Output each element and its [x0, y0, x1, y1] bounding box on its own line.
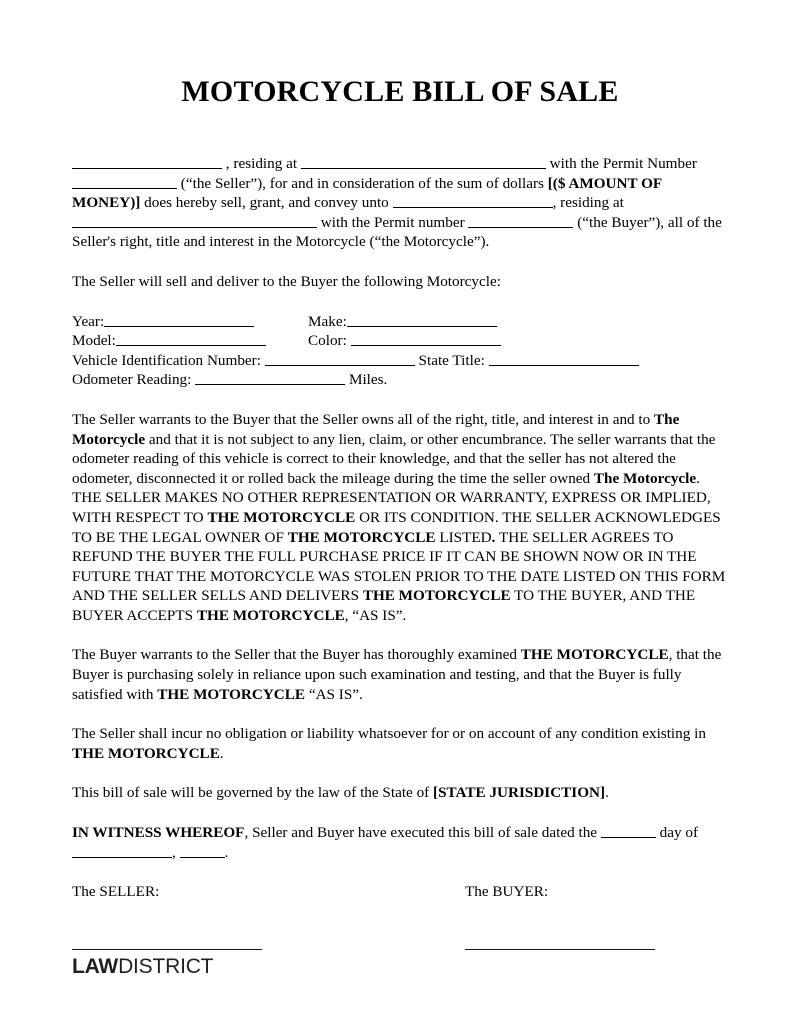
witness-day-blank[interactable] [601, 823, 656, 838]
witness-e: . [224, 843, 229, 861]
liability-b: THE MOTORCYCLE [72, 744, 220, 762]
warranty-caps-c: OR ITS CONDITION. THE SELLER ACKNOWLEDGES TO BE THE LEGAL OWNER OF [72, 508, 721, 546]
spacer [72, 292, 728, 312]
vehicle-field-year [72, 312, 308, 332]
liability-paragraph [72, 724, 728, 763]
buyer-signature-label: The BUYER: [465, 883, 549, 901]
warranty-caps-a: THE SELLER MAKES NO OTHER REPRESENTATION OR WARRANTY, EXPRESS OR IMPLIED, WITH RESPECT TO [72, 489, 711, 526]
spacer [72, 704, 728, 724]
spacer [72, 862, 728, 882]
buyer-signature-line[interactable] [465, 948, 655, 950]
seller-warranty-paragraph [72, 410, 728, 626]
liability-a: The Seller shall incur no obligation or liability whatsoever for or on account of any condition existing in [72, 725, 706, 743]
intro-seg4: does hereby sell, grant, and convey unto [144, 194, 389, 212]
buyer-warranty-e: “AS IS”. [308, 685, 363, 703]
year-input-blank[interactable] [104, 312, 254, 327]
buyer-name-blank[interactable] [393, 193, 553, 208]
amount-of-money-placeholder: [($ AMOUNT OF MONEY)] [72, 174, 662, 212]
spacer [72, 108, 728, 154]
spacer [72, 390, 728, 410]
logo-law-text: LAW [72, 955, 119, 978]
warranty-caps-i: TO THE BUYER, AND THE BUYER ACCEPTS [72, 587, 696, 624]
witness-year-blank[interactable] [180, 843, 225, 858]
governing-law-paragraph [72, 783, 728, 803]
warranty-caps-k: , “AS IS”. [344, 606, 407, 624]
witness-heading: IN WITNESS WHEREOF [72, 824, 245, 842]
vehicle-details [72, 312, 728, 390]
liability-c: . [219, 744, 224, 762]
warranty-caps-d: THE MOTORCYCLE [287, 528, 436, 546]
vehicle-row-vin-title [72, 351, 728, 371]
warranty-p1-d: The Motorcycle [593, 469, 697, 487]
buyer-address-blank[interactable] [72, 213, 317, 228]
miles-suffix: Miles. [348, 371, 388, 389]
intro-seg3: (“the Seller”), for and in consideration of the sum of dollars [180, 174, 544, 192]
warranty-p1-b: The Motorcycle [72, 410, 680, 448]
seller-signature-label: The SELLER: [72, 883, 160, 901]
warranty-caps-b: THE MOTORCYCLE [207, 508, 356, 526]
page-title: MOTORCYCLE BILL OF SALE [181, 75, 619, 108]
make-input-blank[interactable] [347, 312, 497, 327]
deliver-statement: The Seller will sell and deliver to the Buyer the following Motorcycle: [72, 272, 501, 290]
vehicle-field-model [72, 331, 308, 351]
warranty-p1-c: and that it is not subject to any lien, claim, or other encumbrance. The seller warrants that the odometer reading of this vehicle is correct to their knowledge, and that the seller has not altered the odometer, disconnected it or rolled back the mileage during the time the seller owned [72, 430, 716, 487]
intro-seg7: (“the Buyer”), all of the Seller's right, title and interest in the Motorcycle (“the Motorcycle”). [72, 213, 722, 251]
witness-d: , [172, 843, 176, 861]
intro-seg2: with the Permit Number [549, 155, 697, 172]
odometer-input-blank[interactable] [195, 370, 345, 385]
buyer-warranty-paragraph [72, 645, 728, 704]
spacer [72, 252, 728, 272]
make-label: Make: [308, 312, 347, 330]
warranty-caps-g: THE SELLER AGREES TO REFUND THE BUYER THE FULL PURCHASE PRICE IF IT CAN BE SHOWN NOW OR IN THE FUTURE THAT THE MOTORCYCLE WAS STOLEN PRIOR TO THE DATE LISTED ON THIS FORM AND THE SELLER SELLS AND DELIVERS [72, 528, 726, 605]
buyer-warranty-c: , that the Buyer is purchasing solely in reliance upon such examination and testing, and that the Buyer is fully satisfied with [72, 646, 722, 703]
vin-input-blank[interactable] [265, 351, 415, 366]
logo-district-text: DISTRICT [118, 955, 214, 978]
vehicle-field-make [308, 313, 497, 330]
signature-headings [72, 882, 728, 902]
governing-law-a: This bill of sale will be governed by the law of the State of [72, 784, 430, 802]
lawdistrict-logo [72, 955, 213, 979]
vehicle-row-year-make [72, 312, 728, 332]
signature-lines [72, 932, 728, 950]
state-jurisdiction-placeholder: [STATE JURISDICTION] [433, 784, 606, 802]
state-title-input-blank[interactable] [489, 351, 639, 366]
warranty-caps-e: LISTED [439, 528, 492, 546]
buyer-warranty-b: THE MOTORCYCLE [520, 646, 669, 664]
state-title-label: State Title: [418, 351, 485, 369]
odometer-label: Odometer Reading: [72, 371, 192, 389]
witness-b: , Seller and Buyer have executed this bill of sale dated the [244, 824, 598, 842]
warranty-p1-e: . [696, 469, 700, 487]
document-content [72, 0, 728, 950]
intro-seg1: , residing at [225, 155, 298, 172]
year-label: Year: [72, 312, 105, 330]
vehicle-row-model-color [72, 331, 728, 351]
model-input-blank[interactable] [116, 331, 266, 346]
witness-paragraph [72, 823, 728, 862]
vehicle-row-odometer [72, 370, 728, 390]
warranty-p1-a: The Seller warrants to the Buyer that the Seller owns all of the right, title, and interest in and to [72, 410, 651, 428]
seller-address-blank[interactable] [301, 154, 546, 169]
spacer [72, 625, 728, 645]
buyer-warranty-d: THE MOTORCYCLE [157, 685, 306, 703]
buyer-permit-blank[interactable] [468, 213, 573, 228]
witness-month-blank[interactable] [72, 843, 172, 858]
warranty-caps-h: THE MOTORCYCLE [362, 587, 511, 605]
seller-name-blank[interactable] [72, 154, 222, 169]
buyer-warranty-a: The Buyer warrants to the Seller that the Buyer has thoroughly examined [72, 646, 517, 664]
color-input-blank[interactable] [351, 331, 501, 346]
color-label: Color: [308, 332, 347, 350]
witness-c: day of [659, 824, 699, 842]
governing-law-c: . [605, 784, 609, 802]
warranty-caps-f: . [491, 528, 496, 546]
seller-signature-line[interactable] [72, 948, 262, 950]
seller-permit-blank[interactable] [72, 174, 177, 189]
model-label: Model: [72, 332, 116, 350]
parties-paragraph [72, 154, 728, 252]
vin-label: Vehicle Identification Number: [72, 351, 261, 369]
vehicle-field-color [308, 332, 501, 349]
warranty-caps-j: THE MOTORCYCLE [196, 606, 345, 624]
spacer [72, 803, 728, 823]
intro-seg5: , residing at [552, 194, 624, 212]
intro-seg6: with the Permit number [320, 213, 465, 231]
spacer [72, 763, 728, 783]
